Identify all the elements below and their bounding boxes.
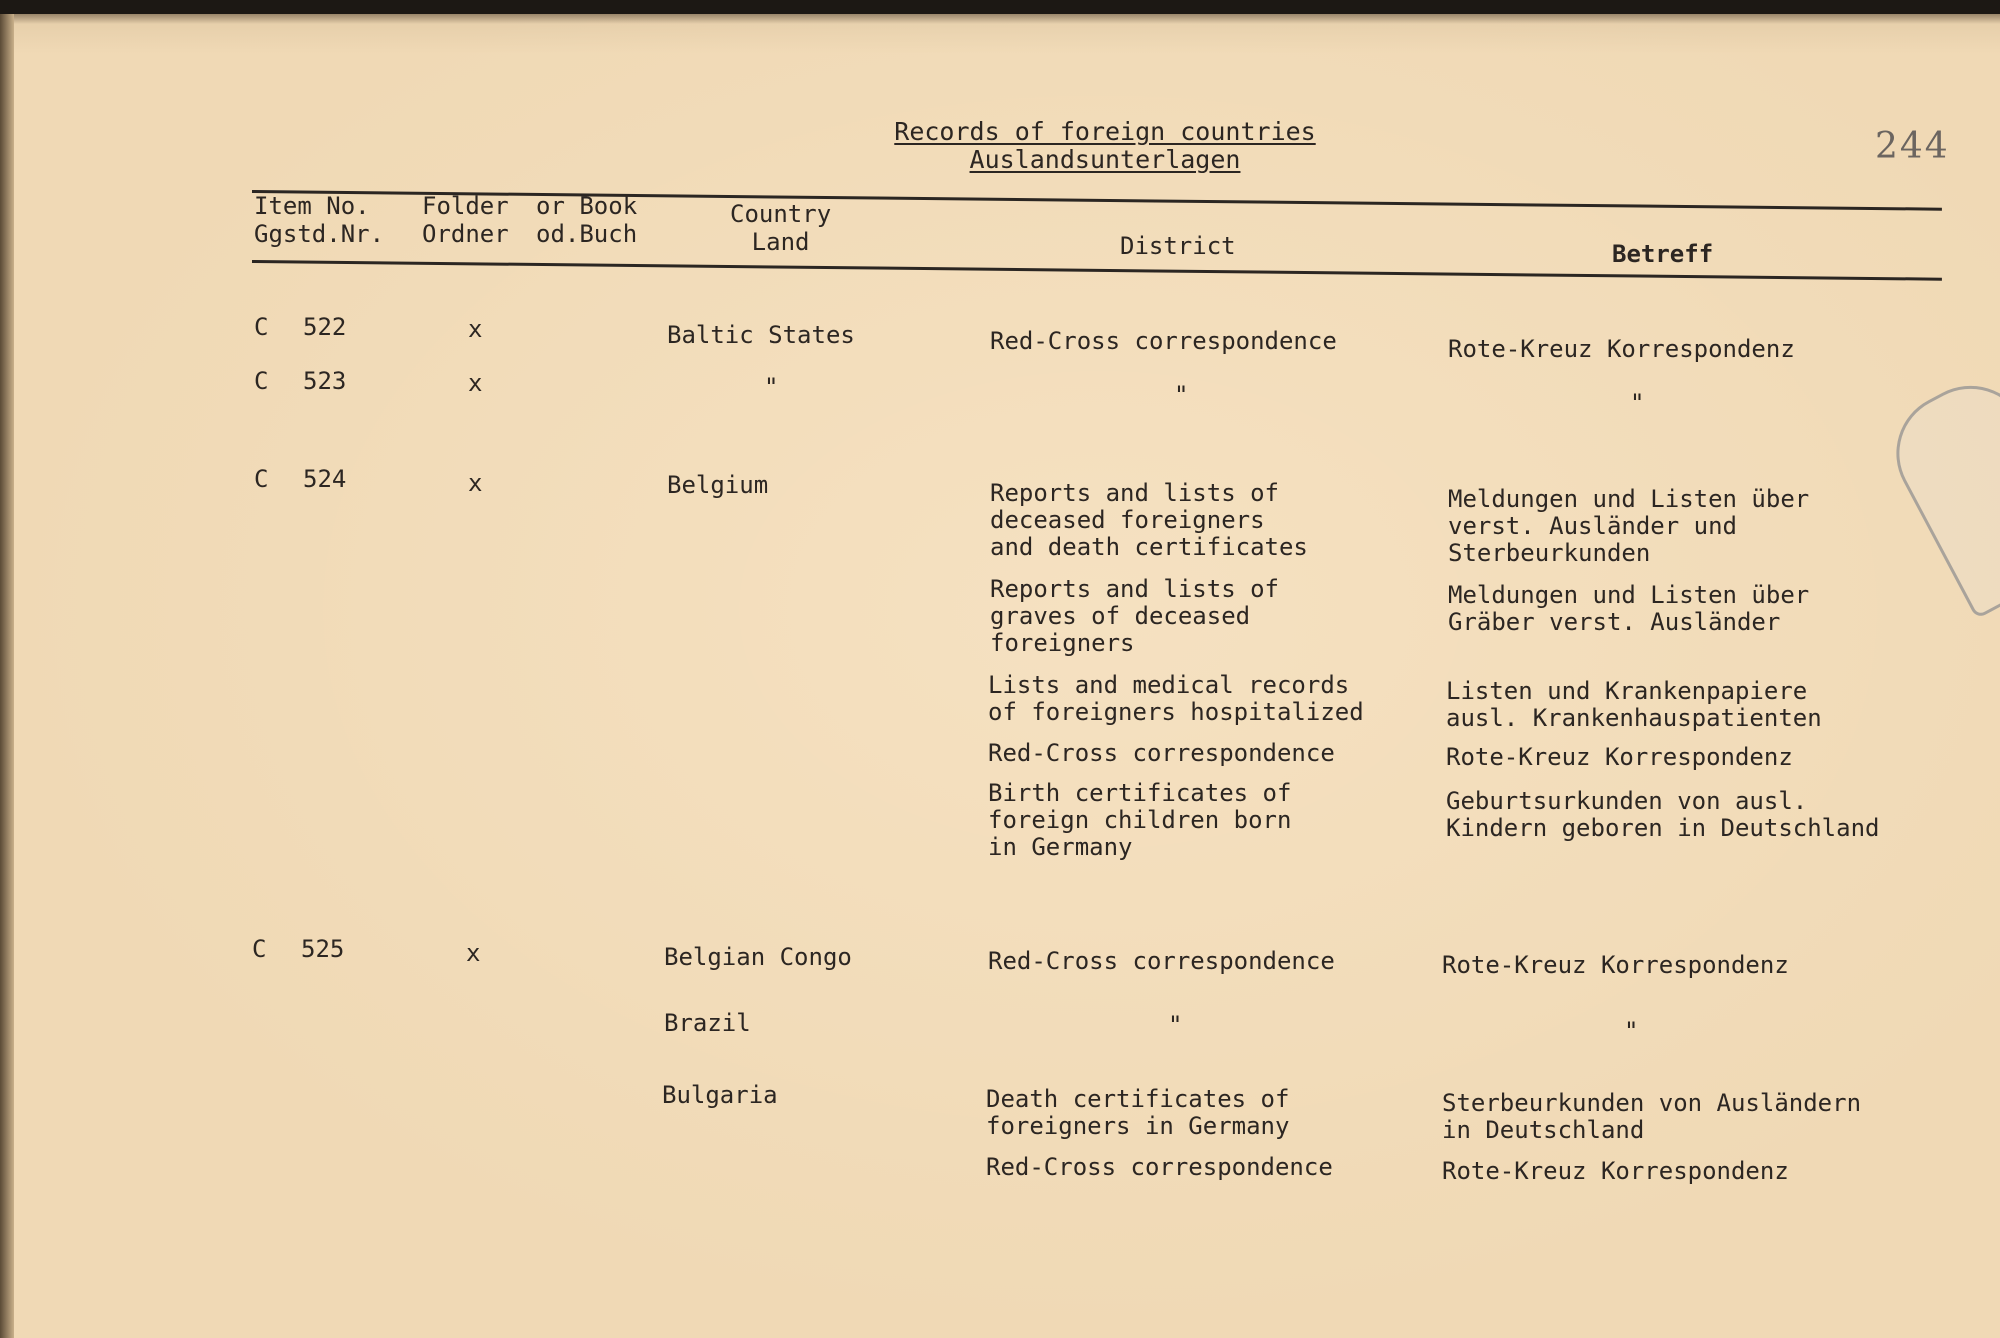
row-bulgaria-entry-1-betreff <box>1442 1090 1861 1144</box>
row-522-betreff: Rote-Kreuz Korrespondenz <box>1448 335 1795 363</box>
row-525-betreff: Rote-Kreuz Korrespondenz <box>1442 951 1789 979</box>
row-522-number: 522 <box>303 313 347 341</box>
row-523-district-ditto: " <box>1174 381 1189 409</box>
row-523-country-ditto: " <box>764 373 779 401</box>
row-bulgaria-country: Bulgaria <box>662 1081 778 1109</box>
row-524-entry-5-district <box>988 780 1291 861</box>
header-item-no <box>254 192 384 248</box>
title-german: Auslandsunterlagen <box>969 145 1241 174</box>
betreff-line: Kindern geboren in Deutschland <box>1446 814 1880 842</box>
district-line: Death certificates of <box>986 1085 1290 1113</box>
row-bulgaria-entry-2-district <box>986 1154 1333 1181</box>
betreff-line: Sterbeurkunden <box>1448 539 1651 567</box>
row-525-district: Red-Cross correspondence <box>988 947 1335 975</box>
district-line: Reports and lists of <box>990 575 1279 603</box>
row-524-entry-4-district <box>988 740 1335 767</box>
betreff-line: Meldungen und Listen über <box>1448 485 1810 513</box>
district-line: Red-Cross correspondence <box>988 739 1335 767</box>
page-number: 244 <box>1875 126 1950 167</box>
row-524-entry-5-betreff <box>1446 788 1879 842</box>
book-binding-edge <box>0 14 14 1338</box>
district-line: deceased foreigners <box>990 506 1265 534</box>
header-folder-de: Ordner <box>422 220 509 248</box>
page-top-shadow <box>0 14 2000 24</box>
betreff-line: Rote-Kreuz Korrespondenz <box>1442 1157 1789 1185</box>
row-522-district: Red-Cross correspondence <box>990 327 1337 355</box>
row-524-entry-3-district <box>988 672 1364 726</box>
row-524-folder: x <box>468 469 483 497</box>
row-522-folder: x <box>468 315 483 343</box>
district-line: foreigners <box>990 629 1135 657</box>
betreff-line: ausl. Krankenhauspatienten <box>1446 704 1822 732</box>
header-item-no-en: Item No. <box>254 192 370 220</box>
header-folder <box>422 192 509 248</box>
document-page <box>0 14 2000 1338</box>
row-525-folder: x <box>466 939 481 967</box>
district-line: in Germany <box>988 833 1133 861</box>
betreff-line: Listen und Krankenpapiere <box>1446 677 1808 705</box>
row-524-entry-1-district <box>990 480 1308 561</box>
header-country-en: Country <box>730 200 832 228</box>
row-brazil-betreff-ditto: " <box>1624 1017 1639 1045</box>
row-524-number: 524 <box>303 465 347 493</box>
header-betreff: Betreff <box>1612 240 1714 268</box>
row-524-country: Belgium <box>667 471 769 499</box>
betreff-line: verst. Ausländer und <box>1448 512 1737 540</box>
row-525-prefix: C <box>252 935 267 963</box>
district-line: and death certificates <box>990 533 1308 561</box>
row-522-prefix: C <box>254 313 269 341</box>
header-or-book <box>536 192 637 248</box>
betreff-line: in Deutschland <box>1442 1116 1645 1144</box>
row-523-number: 523 <box>303 367 347 395</box>
district-line: of foreigners hospitalized <box>988 698 1364 726</box>
header-district: District <box>1120 232 1236 260</box>
page-title <box>870 118 1340 174</box>
betreff-line: Rote-Kreuz Korrespondenz <box>1446 743 1793 771</box>
header-folder-en: Folder <box>422 192 509 220</box>
header-country-de: Land <box>751 228 810 256</box>
row-523-prefix: C <box>254 367 269 395</box>
row-bulgaria-entry-1-district <box>986 1086 1289 1140</box>
row-523-betreff-ditto: " <box>1630 389 1645 417</box>
row-523-folder: x <box>468 369 483 397</box>
district-line: Lists and medical records <box>988 671 1350 699</box>
row-525-number: 525 <box>301 935 345 963</box>
row-brazil-country: Brazil <box>664 1009 751 1037</box>
header-or-book-de: od.Buch <box>536 220 638 248</box>
betreff-line: Geburtsurkunden von ausl. <box>1446 787 1808 815</box>
header-country <box>730 200 831 256</box>
district-line: graves of deceased <box>990 602 1251 630</box>
paper-clip <box>1875 365 2000 620</box>
row-brazil-district-ditto: " <box>1168 1011 1183 1039</box>
district-line: foreigners in Germany <box>986 1112 1290 1140</box>
row-524-entry-3-betreff <box>1446 678 1822 732</box>
row-524-entry-2-betreff <box>1448 582 1809 636</box>
district-line: Birth certificates of <box>988 779 1292 807</box>
betreff-line: Sterbeurkunden von Ausländern <box>1442 1089 1862 1117</box>
betreff-line: Meldungen und Listen über <box>1448 581 1810 609</box>
row-524-entry-2-district <box>990 576 1279 657</box>
district-line: Red-Cross correspondence <box>986 1153 1333 1181</box>
district-line: foreign children born <box>988 806 1292 834</box>
betreff-line: Gräber verst. Ausländer <box>1448 608 1781 636</box>
row-525-country: Belgian Congo <box>664 943 852 971</box>
row-524-entry-1-betreff <box>1448 486 1809 567</box>
row-524-prefix: C <box>254 465 269 493</box>
title-english: Records of foreign countries <box>894 117 1316 146</box>
row-524-entry-4-betreff <box>1446 744 1793 771</box>
district-line: Reports and lists of <box>990 479 1279 507</box>
header-item-no-de: Ggstd.Nr. <box>254 220 385 248</box>
row-bulgaria-entry-2-betreff <box>1442 1158 1789 1185</box>
header-or-book-en: or Book <box>536 192 638 220</box>
row-522-country: Baltic States <box>667 321 855 349</box>
